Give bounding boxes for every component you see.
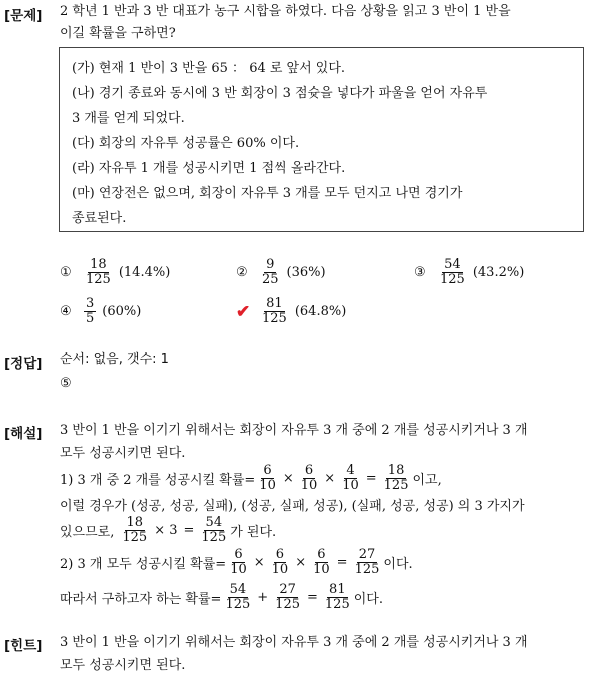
problem-label: [문제]: [4, 8, 43, 24]
choice-2-fraction: $\frac{9}{25}$: [262, 257, 279, 288]
answer-label: [정답]: [4, 356, 43, 372]
explanation-line2: 모두 성공시키면 된다.: [60, 446, 186, 461]
answer-meta: 순서: 없음, 갯수: 1: [60, 352, 169, 367]
condition-na-cont: 3 개를 얻게 되었다.: [72, 111, 185, 126]
hint-label: [힌트]: [4, 638, 43, 654]
condition-ra: (라) 자유투 1 개를 성공시키면 1 점씩 올라간다.: [72, 161, 346, 176]
answer-value: ⑤: [60, 376, 72, 391]
choice-5[interactable]: [236, 297, 346, 327]
problem-text-line1: 2 학년 1 반과 3 반 대표가 농구 시합을 하였다. 다음 상황을 읽고 3 반이 1 반을: [60, 4, 511, 19]
checkmark-icon: ✔: [236, 301, 251, 322]
choice-2[interactable]: [236, 258, 326, 288]
explanation-line1: 3 반이 1 반을 이기기 위해서는 회장이 자유투 3 개 중에 2 개를 성공시키거나 3 개: [60, 423, 528, 438]
choice-5-percent: (64.8%): [294, 304, 347, 320]
choice-1-fraction: $\frac{18}{125}$: [86, 257, 111, 288]
choice-4-mark: ④: [60, 304, 72, 320]
hint-line1: 3 반이 1 반을 이기기 위해서는 회장이 자유투 3 개 중에 2 개를 성공시키거나 3 개: [60, 635, 528, 650]
problem-text-line2: 이길 확률을 구하면?: [60, 26, 176, 41]
condition-ma-cont: 종료된다.: [72, 211, 127, 226]
choice-2-mark: ②: [236, 265, 248, 281]
condition-ma: (마) 연장전은 없으며, 회장이 자유투 3 개를 모두 던지고 나면 경기가: [72, 186, 463, 201]
explanation-step2: 2) 3 개 모두 성공시킬 확률= $\frac{6}{10}$ × $\frac{6}{10}$ × $\frac{6}{10}$ = $\frac{27}{125}$ 이다.: [60, 547, 413, 578]
choice-1-percent: (14.4%): [118, 265, 171, 281]
choice-1[interactable]: [60, 258, 170, 288]
choice-4-fraction: $\frac{3}{5}$: [86, 296, 95, 327]
condition-da: (다) 회장의 자유투 성공률은 60% 이다.: [72, 136, 300, 151]
condition-na: (나) 경기 종료와 동시에 3 반 회장이 3 점슛을 넣다가 파울을 얻어 자유투: [72, 86, 488, 101]
choice-3-mark: ③: [414, 265, 426, 281]
explanation-step1-cases: 이럴 경우가 (성공, 성공, 실패), (성공, 실패, 성공), (실패, 성공, 성공) 의 3 가지가: [60, 499, 525, 514]
choice-5-fraction: $\frac{81}{125}$: [262, 296, 287, 327]
choice-3-fraction: $\frac{54}{125}$: [440, 257, 465, 288]
hint-line2: 모두 성공시키면 된다.: [60, 658, 186, 673]
choice-3-percent: (43.2%): [472, 265, 525, 281]
choice-2-percent: (36%): [286, 265, 326, 281]
explanation-step1: 1) 3 개 중 2 개를 성공시킬 확률= $\frac{6}{10}$ × $\frac{6}{10}$ × $\frac{4}{10}$ = $\frac{18}{125}$ 이고,: [60, 463, 442, 494]
explanation-final: 따라서 구하고자 하는 확률= $\frac{54}{125}$ + $\frac{27}{125}$ = $\frac{81}{125}$ 이다.: [60, 582, 383, 613]
choice-4-percent: (60%): [102, 304, 142, 320]
choice-4[interactable]: [60, 297, 141, 327]
condition-ga: (가) 현재 1 반이 3 반을 65 ： 64 로 앞서 있다.: [72, 61, 346, 76]
choice-1-mark: ①: [60, 265, 72, 281]
choice-3[interactable]: [414, 258, 524, 288]
explanation-label: [해설]: [4, 426, 43, 442]
explanation-step1-total: 있으므로, $\frac{18}{125}$ × 3 = $\frac{54}{125}$ 가 된다.: [60, 515, 277, 546]
